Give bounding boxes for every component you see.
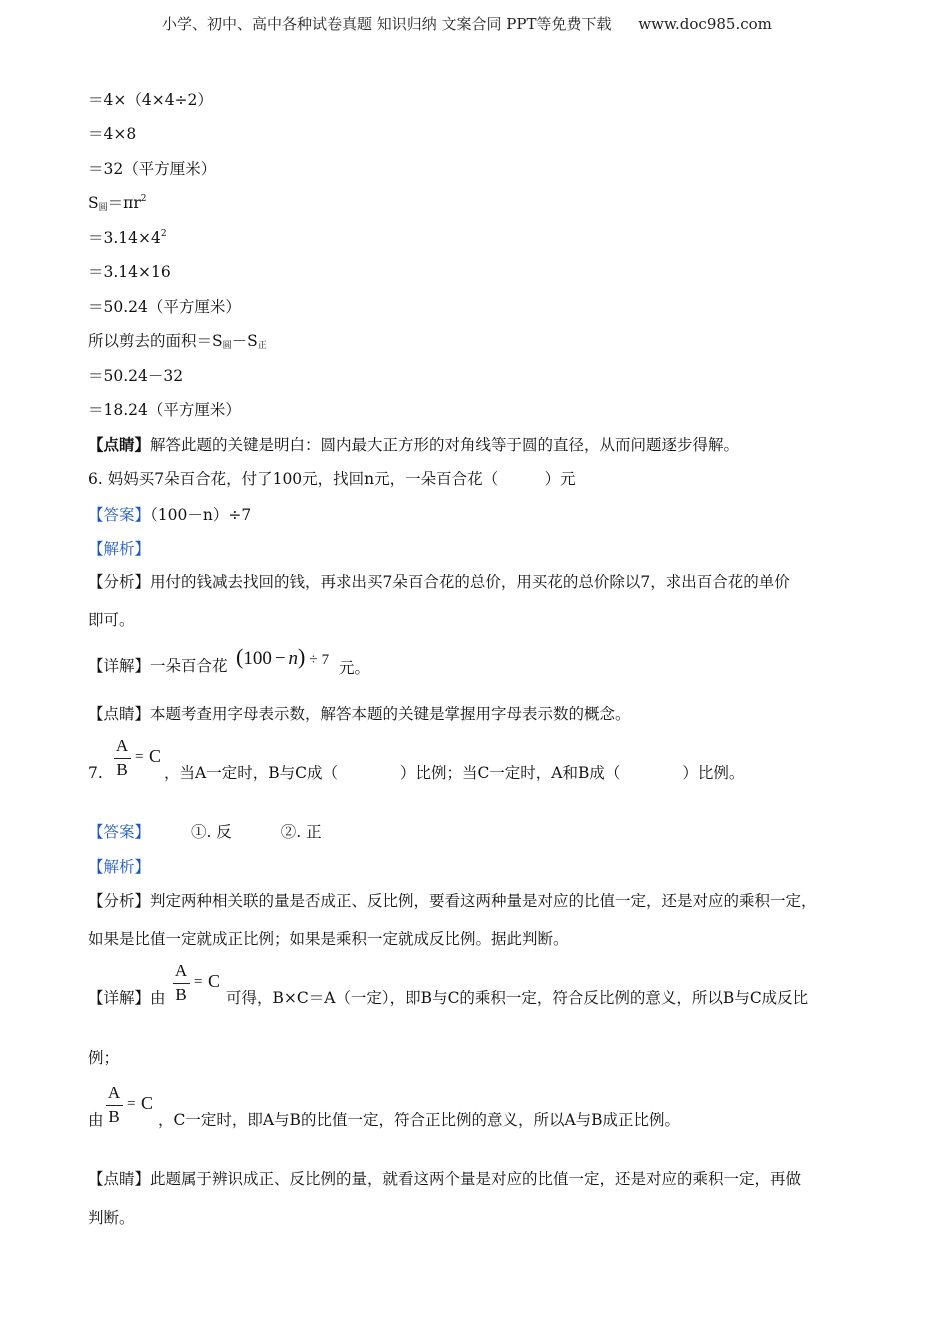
q7-detail-you: 由 (88, 1111, 104, 1129)
answer-tag: 【答案】 (88, 823, 151, 841)
header-banner (162, 13, 772, 34)
q6-comment: 【点睛】本题考查用字母表示数，解答本题的关键是掌握用字母表示数的概念。 (88, 705, 631, 723)
calc-line: $=3.14\times 4^2$ (88, 229, 167, 247)
q7-comment: 【点睛】此题属于辨识成正、反比例的量，就看这两个量是对应的比值一定，还是对应的乘积一定，再做 (88, 1170, 802, 1188)
circle-formula: S圆$=\pi r^2$ (88, 194, 147, 213)
calc-line: ＝3.14×16 (88, 263, 171, 281)
q7-detail-text: 可得，B×C＝A（一定），即B与C的乘积一定，符合反比例的意义，所以B与C成反比 (226, 989, 809, 1007)
calc-line: ＝18.24（平方厘米） (88, 401, 241, 419)
q7-detail: 【详解】由 (88, 989, 166, 1007)
cut-area-formula: 所以剪去的面积＝S圆－S正 (88, 332, 267, 351)
q6-analysis-cont: 即可。 (88, 611, 135, 629)
calc-line: ＝4×（4×4÷2） (88, 91, 213, 109)
q6-detail-suffix: 元。 (339, 659, 371, 677)
q7-detail-cont: 例； (88, 1049, 120, 1067)
q7-question: ，当A一定时，B与C成（ ）比例；当C一定时，A和B成（ ）比例。 (164, 764, 745, 782)
q5-comment: 【点睛】解答此题的关键是明白：圆内最大正方形的对角线等于圆的直径，从而问题逐步得解。 (88, 435, 740, 454)
calc-line: ＝50.24－32 (88, 367, 184, 385)
q7-detail-text-2: ，C一定时，即A与B的比值一定，符合正比例的意义，所以A与B成正比例。 (158, 1111, 681, 1129)
calc-line: ＝50.24（平方厘米） (88, 298, 241, 316)
header-text: 小学、初中、高中各种试卷真题 知识归纳 文案合同 PPT等免费下载 (162, 15, 612, 33)
calc-line: ＝4×8 (88, 125, 137, 143)
q7-comment-cont: 判断。 (88, 1209, 135, 1227)
q6-analysis: 【分析】用付的钱减去找回的钱，再求出买7朵百合花的总价，用买花的总价除以7，求出百合花的单价 (88, 573, 790, 591)
answer-tag: 【答案】 (88, 506, 151, 524)
calc-line: ＝32（平方厘米） (88, 160, 217, 178)
q6-detail: 【详解】一朵百合花 (88, 657, 228, 675)
q6-answer: 【答案】（100－n）÷7 (88, 506, 252, 524)
analysis-tag: 【解析】 (88, 858, 151, 876)
q7-analysis-cont: 如果是比值一定就成正比例；如果是乘积一定就成反比例。据此判断。 (88, 930, 569, 948)
header-url[interactable]: www.doc985.com (638, 15, 772, 33)
q7-number: 7. (88, 764, 103, 782)
analysis-tag: 【解析】 (88, 540, 151, 558)
q7-analysis: 【分析】判定两种相关联的量是否成正、反比例，要看这两种量是对应的比值一定，还是对应的乘积一定， (88, 892, 817, 910)
q6-detail-expression: (100 − n) ÷ 7 (236, 644, 330, 669)
q6-question: 6. 妈妈买7朵百合花，付了100元，找回n元，一朵百合花（ ）元 (88, 470, 576, 488)
q7-answer: 【答案】 ①. 反 ②. 正 (88, 823, 322, 841)
